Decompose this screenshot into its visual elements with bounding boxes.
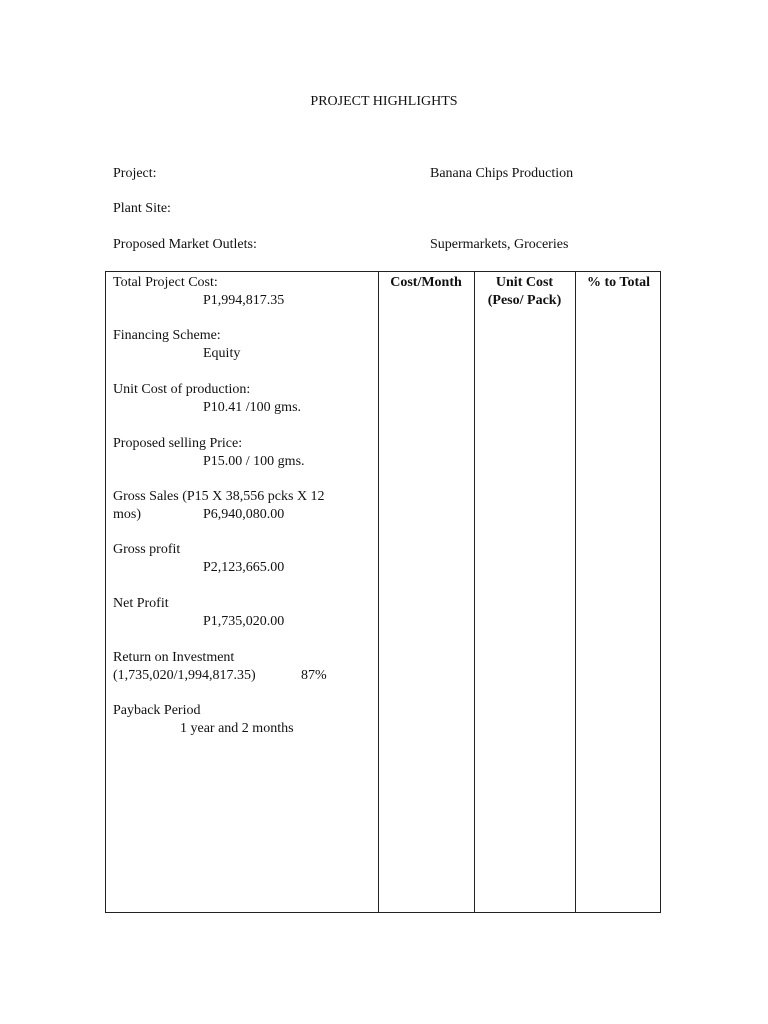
gross-profit-label: Gross profit [113, 542, 181, 557]
financing-value: Equity [203, 346, 241, 361]
plant-site-label: Plant Site: [113, 201, 171, 216]
gross-profit-value: P2,123,665.00 [203, 560, 285, 575]
net-profit-value: P1,735,020.00 [203, 614, 285, 629]
gross-sales-value: P6,940,080.00 [203, 507, 285, 522]
unit-cost-value: P10.41 /100 gms. [203, 400, 302, 415]
total-cost-label: Total Project Cost: [113, 275, 218, 290]
column-divider [474, 272, 475, 912]
net-profit-label: Net Profit [113, 596, 169, 611]
market-outlets-value: Supermarkets, Groceries [430, 237, 569, 252]
gross-sales-label-line1: Gross Sales (P15 X 38,556 pcks X 12 [113, 489, 325, 504]
selling-price-label: Proposed selling Price: [113, 436, 243, 451]
header-cost-month: Cost/Month [390, 275, 462, 290]
gross-sales-label-line2: mos) [113, 507, 141, 522]
roi-formula: (1,735,020/1,994,817.35) [113, 668, 256, 683]
header-pct-total: % to Total [586, 275, 650, 290]
document-title: PROJECT HIGHLIGHTS [310, 94, 458, 109]
highlights-table [105, 271, 661, 913]
payback-label: Payback Period [113, 703, 201, 718]
header-unit-cost-line2: (Peso/ Pack) [487, 293, 562, 308]
market-outlets-label: Proposed Market Outlets: [113, 237, 257, 252]
roi-value: 87% [301, 668, 327, 683]
project-value: Banana Chips Production [430, 166, 574, 181]
column-divider [575, 272, 576, 912]
selling-price-value: P15.00 / 100 gms. [203, 454, 305, 469]
column-divider [378, 272, 379, 912]
header-unit-cost-line1: Unit Cost [495, 275, 554, 290]
project-label: Project: [113, 166, 157, 181]
header-unit-cost [474, 274, 575, 310]
unit-cost-label: Unit Cost of production: [113, 382, 251, 397]
financing-label: Financing Scheme: [113, 328, 221, 343]
total-cost-value: P1,994,817.35 [203, 293, 285, 308]
roi-label: Return on Investment [113, 650, 235, 665]
payback-value: 1 year and 2 months [180, 721, 294, 736]
